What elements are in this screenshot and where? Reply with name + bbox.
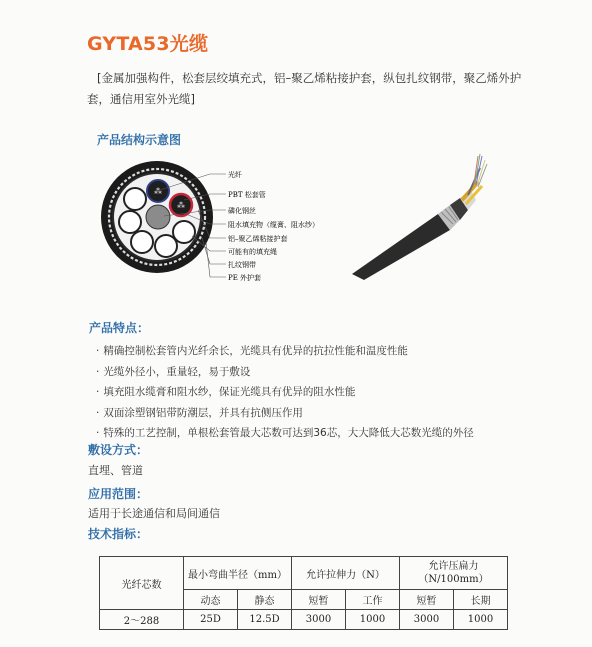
- cell-dynamic: 25D: [184, 610, 238, 630]
- fiber-bundle: ⁂: [154, 187, 162, 196]
- page-title: GYTA53光缆: [87, 33, 209, 55]
- application-title: 应用范围：: [88, 487, 149, 501]
- filler-rope: [173, 221, 195, 243]
- feature-item: · 填充阻水缆膏和阻水纱，保证光缆具有优异的阻水性能: [96, 382, 474, 403]
- cell-static: 12.5D: [238, 610, 292, 630]
- label-water-blocking: 阻水填充物（缆膏、阻水纱）: [228, 221, 319, 229]
- label-filler-rope: 可能有的填充绳: [228, 248, 277, 256]
- header-bend-radius: 最小弯曲半径（mm）: [184, 557, 292, 590]
- label-pbt-tube: PBT 松套管: [228, 191, 266, 199]
- feature-item: · 精确控制松套管内光纤余长，光缆具有优异的抗拉性能和温度性能: [96, 341, 474, 362]
- cell-work: 1000: [346, 610, 400, 630]
- label-al-pe-sheath: 铝–聚乙烯粘接护套: [228, 235, 288, 243]
- filler-rope: [124, 188, 146, 210]
- feature-item: · 双面涂塑钢铝带防潮层，并具有抗侧压作用: [96, 403, 474, 424]
- tech-title: 技术指标：: [88, 527, 149, 541]
- application-text: 适用于长途通信和局间通信: [88, 507, 220, 520]
- leader-line: [206, 242, 226, 277]
- spec-table: [99, 556, 508, 630]
- cell-long-term: 1000: [454, 610, 508, 630]
- label-pe-sheath: PE 外护套: [228, 274, 262, 282]
- feature-item: · 特殊的工艺控制，单根松套管最大芯数可达到36芯，大大降低大芯数光缆的外径: [96, 423, 474, 444]
- header-fiber-count: 光纤芯数: [100, 557, 184, 610]
- header-dynamic: 动态: [184, 590, 238, 610]
- label-steel-tape: 扎纹钢带: [228, 261, 256, 269]
- product-description: [金属加强构件，松套层绞填充式，铝–聚乙烯粘接护套，纵包扎纹钢带，聚乙烯外护套，通信用室外光缆]: [87, 71, 522, 106]
- laying-text: 直埋、管道: [88, 464, 143, 477]
- fiber-bundle: ⁂: [177, 201, 185, 210]
- header-long-term: 长期: [454, 590, 508, 610]
- features-list: [96, 341, 474, 444]
- header-static: 静态: [238, 590, 292, 610]
- filler-rope: [155, 235, 177, 257]
- cell-short-tensile: 3000: [292, 610, 346, 630]
- cell-short-crush: 3000: [400, 610, 454, 630]
- header-tensile: 允许拉伸力（N）: [292, 557, 400, 590]
- cell-fiber-count: 2～288: [100, 610, 184, 630]
- label-fiber: 光纤: [228, 171, 242, 179]
- cable-3d-illustration: [350, 150, 490, 280]
- feature-item: · 光缆外径小，重量轻，易于敷设: [96, 362, 474, 383]
- filler-rope: [131, 231, 153, 253]
- header-work: 工作: [346, 590, 400, 610]
- table-row: [100, 610, 508, 630]
- diagram-title: 产品结构示意图: [97, 133, 182, 147]
- laying-title: 敷设方式：: [88, 443, 149, 457]
- features-title: 产品特点：: [89, 321, 150, 335]
- pe-outer-sheath: [352, 214, 450, 280]
- label-steel-wire: 磷化钢丝: [228, 207, 256, 215]
- header-short-crush: 短暂: [400, 590, 454, 610]
- filler-rope: [119, 211, 141, 233]
- header-crush: 允许压扁力 （N/100mm）: [400, 557, 508, 590]
- cable-cross-section-diagram: [100, 150, 340, 295]
- header-short-tensile: 短暂: [292, 590, 346, 610]
- phosphated-steel-wire: [146, 205, 170, 229]
